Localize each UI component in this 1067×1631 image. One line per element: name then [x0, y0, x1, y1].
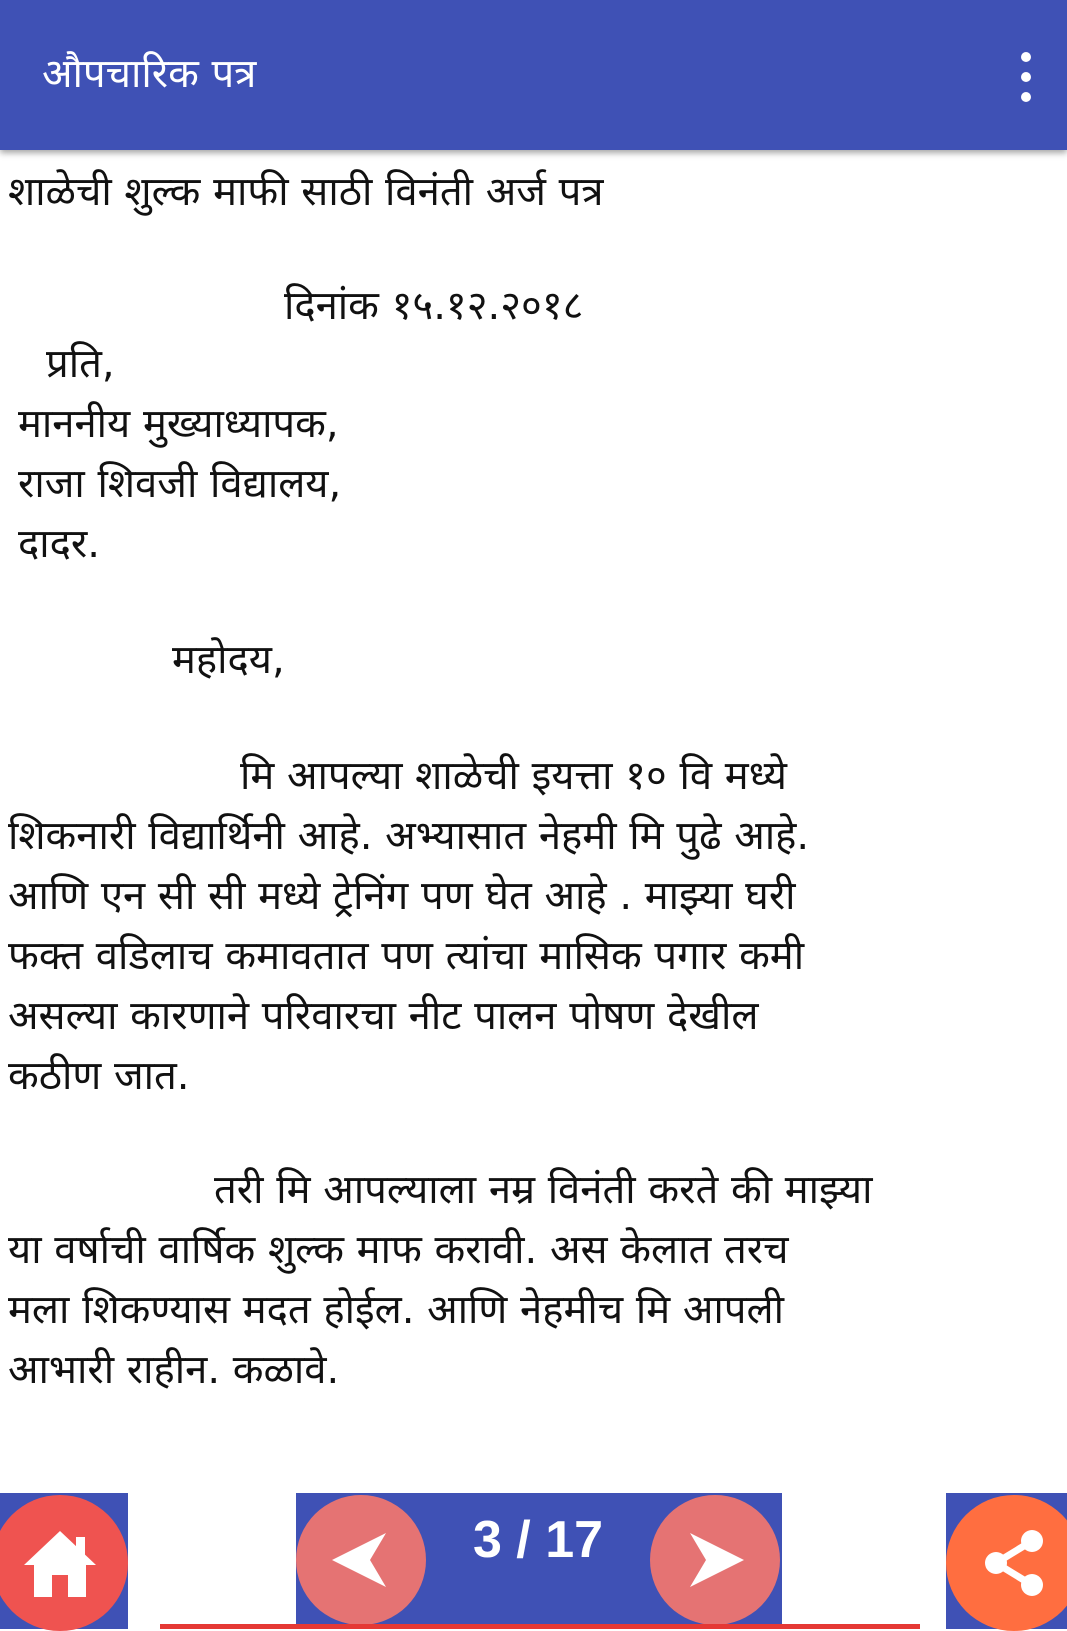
letter-content [0, 150, 1067, 1490]
more-vert-icon[interactable] [1011, 52, 1041, 102]
paragraph-line: या वर्षाची वार्षिक शुल्क माफ करावी. अस केलात तरच [8, 1227, 789, 1273]
address-line: माननीय मुख्याध्यापक, [18, 401, 339, 447]
page-indicator: 3 / 17 [472, 1511, 604, 1569]
bottom-nav-bar [0, 1493, 1067, 1629]
paragraph-line: कठीण जात. [8, 1053, 190, 1099]
share-icon [976, 1525, 1052, 1601]
bar-gap [782, 1493, 946, 1629]
paragraph-line: आणि एन सी सी मध्ये ट्रेनिंग पण घेत आहे . माझ्या घरी [8, 873, 796, 919]
salutation: महोदय, [172, 637, 285, 683]
home-button[interactable] [0, 1495, 128, 1631]
app-title: औपचारिक पत्र [42, 51, 257, 97]
address-line: राजा शिवजी विद्यालय, [18, 461, 342, 507]
menu-dot [1021, 92, 1031, 102]
paragraph-line: मला शिकण्यास मदत होईल. आणि नेहमीच मि आपली [8, 1287, 784, 1333]
paragraph-line: तरी मि आपल्याला नम्र विनंती करते की माझ्या [214, 1167, 873, 1213]
menu-dot [1021, 72, 1031, 82]
arrow-left-icon [324, 1523, 398, 1597]
paragraph-line: शिकनारी विद्यार्थिनी आहे. अभ्यासात नेहमी मि पुढे आहे. [8, 813, 810, 859]
bar-gap [128, 1493, 296, 1629]
address-line: प्रति, [46, 341, 115, 387]
address-line: दादर. [18, 521, 100, 567]
letter-heading: शाळेची शुल्क माफी साठी विनंती अर्ज पत्र [8, 169, 604, 215]
next-button[interactable] [650, 1495, 780, 1625]
share-button[interactable] [946, 1495, 1067, 1631]
paragraph-line: मि आपल्या शाळेची इयत्ता १० वि मध्ये [240, 753, 787, 799]
menu-dot [1021, 52, 1031, 62]
letter-date: दिनांक १५.१२.२०१८ [284, 283, 584, 329]
arrow-right-icon [678, 1523, 752, 1597]
paragraph-line: आभारी राहीन. कळावे. [8, 1347, 340, 1393]
previous-button[interactable] [296, 1495, 426, 1625]
paragraph-line: फक्त वडिलाच कमावतात पण त्यांचा मासिक पगार कमी [8, 933, 805, 979]
bottom-accent-strip [160, 1624, 920, 1629]
app-bar [0, 0, 1067, 150]
paragraph-line: असल्या कारणाने परिवारचा नीट पालन पोषण देखील [8, 993, 759, 1039]
home-icon [20, 1525, 100, 1601]
